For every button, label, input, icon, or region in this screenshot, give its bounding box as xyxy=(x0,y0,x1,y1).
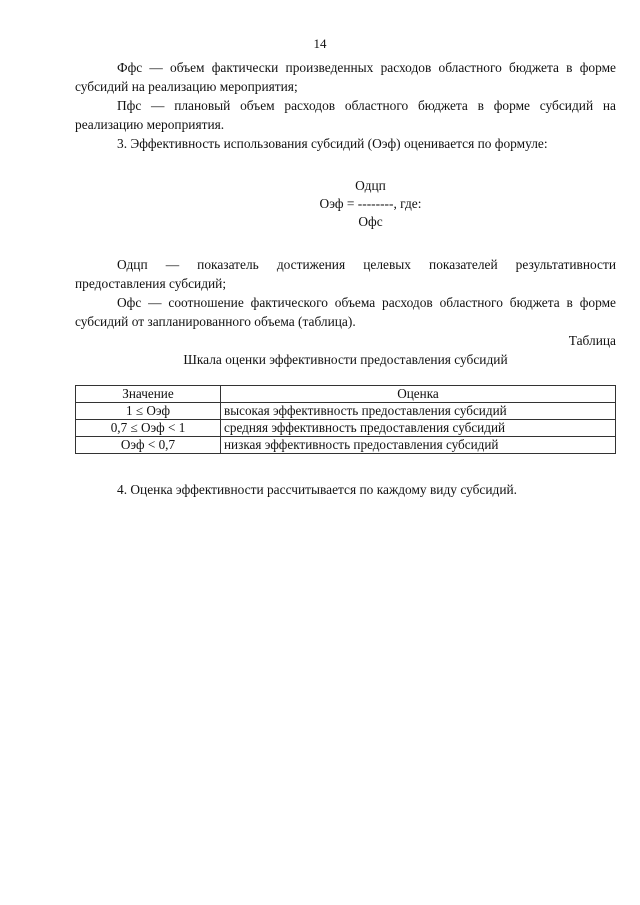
table-row xyxy=(76,437,616,454)
column-header-grade: Оценка xyxy=(221,386,616,403)
cell-value: Оэф < 0,7 xyxy=(76,437,221,454)
table-header-row xyxy=(76,386,616,403)
table-title: Шкала оценки эффективности предоставления субсидий xyxy=(183,352,508,367)
definition-ffs: Ффс — объем фактически произведенных расходов областного бюджета в форме субсидий на реализацию мероприятия; xyxy=(75,60,616,94)
formula-definitions xyxy=(75,255,616,331)
clause-4: 4. Оценка эффективности рассчитывается по каждому виду субсидий. xyxy=(117,482,518,497)
formula-line: Оэф = --------, где: xyxy=(319,196,422,211)
formula-denominator: Офс xyxy=(358,214,383,229)
cell-value: 1 ≤ Оэф xyxy=(76,403,221,420)
efficiency-formula xyxy=(75,177,616,231)
definition-ofs: Офс — соотношение фактического объема расходов областного бюджета в форме субсидий от запланированного объема (таблица). xyxy=(75,295,616,329)
table-row xyxy=(76,420,616,437)
page-number: 14 xyxy=(313,36,327,51)
table-row xyxy=(76,403,616,420)
document-body xyxy=(75,58,616,499)
definition-pfs: Пфс — плановый объем расходов областного бюджета в форме субсидий на реализацию мероприятия. xyxy=(75,98,616,132)
cell-grade: средняя эффективность предоставления субсидий xyxy=(221,420,616,437)
cell-grade: низкая эффективность предоставления субсидий xyxy=(221,437,616,454)
column-header-value: Значение xyxy=(76,386,221,403)
efficiency-scale-table xyxy=(75,385,616,454)
clause-3: 3. Эффективность использования субсидий (Оэф) оценивается по формуле: xyxy=(117,136,548,151)
cell-grade: высокая эффективность предоставления субсидий xyxy=(221,403,616,420)
cell-value: 0,7 ≤ Оэф < 1 xyxy=(76,420,221,437)
table-label: Таблица xyxy=(568,333,616,348)
definition-odcp: Одцп — показатель достижения целевых показателей результативности предоставления субсидий; xyxy=(75,257,616,291)
formula-numerator: Одцп xyxy=(355,178,386,193)
